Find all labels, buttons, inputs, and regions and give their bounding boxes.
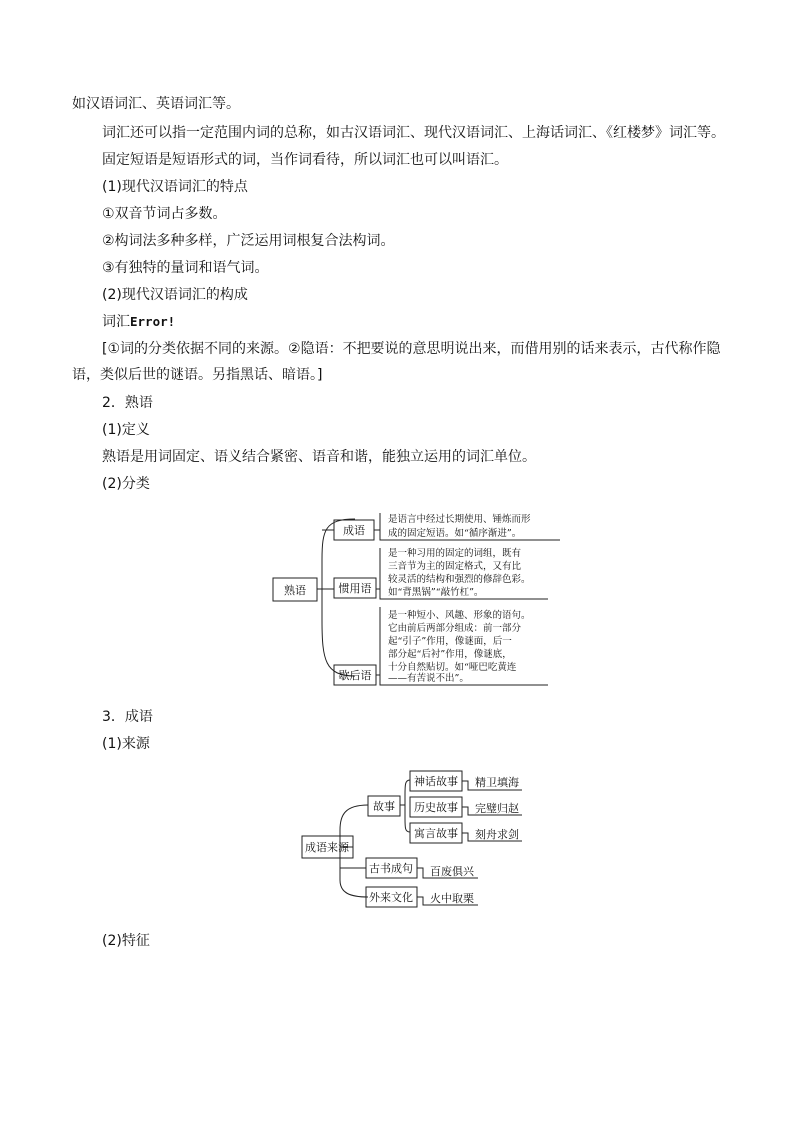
feature-item-2: ②构词法多种多样，广泛运用词根复合法构词。 bbox=[102, 233, 395, 249]
subheading-characteristics: (2)特征 bbox=[102, 933, 150, 949]
xiehouyu-desc-line: 是一种短小、风趣、形象的语句。 bbox=[388, 610, 531, 621]
subheading-features: (1)现代汉语词汇的特点 bbox=[102, 179, 248, 195]
note-paragraph: [①词的分类依据不同的来源。②隐语：不把要说的意思明说出来，而借用别的话来表示，古代称作隐语，类似后世的谜语。另指黑话、暗语。] bbox=[72, 341, 721, 383]
diagram2-fable-label: 寓言故事 bbox=[414, 827, 458, 840]
xiehouyu-desc-line: 十分自然贴切。如“哑巴吃黄连 bbox=[388, 662, 517, 673]
xiehouyu-desc-line: 它由前后两部分组成：前一部分 bbox=[388, 623, 522, 634]
diagram2-root-label: 成语来源 bbox=[305, 841, 349, 854]
guanyongyu-desc-line: 三音节为主的固定格式，又有比 bbox=[388, 561, 522, 572]
section-heading-idioms: 2．熟语 bbox=[102, 395, 153, 411]
chengyu-desc-line: 是语言中经过长期使用、锤炼而形 bbox=[388, 514, 531, 525]
paragraph-continuation: 如汉语词汇、英语词汇等。 bbox=[72, 96, 240, 112]
diagram2-ancient-label: 古书成句 bbox=[369, 862, 413, 875]
section-heading-chengyu: 3．成语 bbox=[102, 709, 153, 725]
diagram2-myth-label: 神话故事 bbox=[414, 775, 458, 788]
diagram2-fable-example: 刻舟求剑 bbox=[475, 828, 519, 841]
paragraph-fixed-phrase: 固定短语是短语形式的词，当作词看待，所以词汇也可以叫语汇。 bbox=[102, 152, 508, 168]
diagram2-history-label: 历史故事 bbox=[414, 801, 458, 814]
diagram2-foreign-label: 外来文化 bbox=[369, 891, 413, 904]
diagram1-branch-label-3: 歇后语 bbox=[338, 669, 372, 682]
subheading-source: (1)来源 bbox=[102, 736, 150, 752]
diagram2-foreign-example: 火中取栗 bbox=[430, 892, 474, 905]
error-text: Error! bbox=[130, 314, 176, 329]
subheading-classification: (2)分类 bbox=[102, 476, 150, 492]
diagram2-history-example: 完璧归赵 bbox=[475, 802, 519, 815]
definition-text: 熟语是用词固定、语义结合紧密、语音和谐，能独立运用的词汇单位。 bbox=[102, 449, 536, 465]
guanyongyu-desc-line: 如“背黑锅”“敲竹杠”。 bbox=[388, 587, 484, 598]
diagram1-root-label: 熟语 bbox=[284, 584, 306, 597]
subheading-composition: (2)现代汉语词汇的构成 bbox=[102, 287, 248, 303]
xiehouyu-desc-line: 起“引子”作用，像谜面，后一 bbox=[388, 636, 512, 647]
guanyongyu-desc-line: 较灵活的结构和强烈的修辞色彩。 bbox=[388, 574, 531, 585]
xiehouyu-desc-line: 部分起“后衬”作用，像谜底， bbox=[388, 649, 512, 660]
subheading-definition: (1)定义 bbox=[102, 422, 150, 438]
diagram2-ancient-example: 百废俱兴 bbox=[430, 865, 474, 878]
diagram1-branch-label-2: 惯用语 bbox=[338, 582, 372, 595]
xiehouyu-desc-line: ——有苦说不出”。 bbox=[388, 673, 469, 684]
diagram1-branch-label-1: 成语 bbox=[343, 524, 365, 537]
composition-prefix: 词汇 bbox=[102, 314, 130, 330]
guanyongyu-desc-line: 是一种习用的固定的词组，既有 bbox=[388, 548, 522, 559]
diagram2-myth-example: 精卫填海 bbox=[475, 776, 519, 789]
chengyu-desc-line: 成的固定短语。如“循序渐进”。 bbox=[388, 528, 522, 539]
paragraph-vocabulary-scope: 词汇还可以指一定范围内词的总称，如古汉语词汇、现代汉语词汇、上海话词汇、《红楼梦》词汇等。 bbox=[102, 125, 725, 141]
diagram2-story-label: 故事 bbox=[373, 800, 395, 813]
feature-item-1: ①双音节词占多数。 bbox=[102, 206, 227, 222]
feature-item-3: ③有独特的量词和语气词。 bbox=[102, 260, 269, 276]
